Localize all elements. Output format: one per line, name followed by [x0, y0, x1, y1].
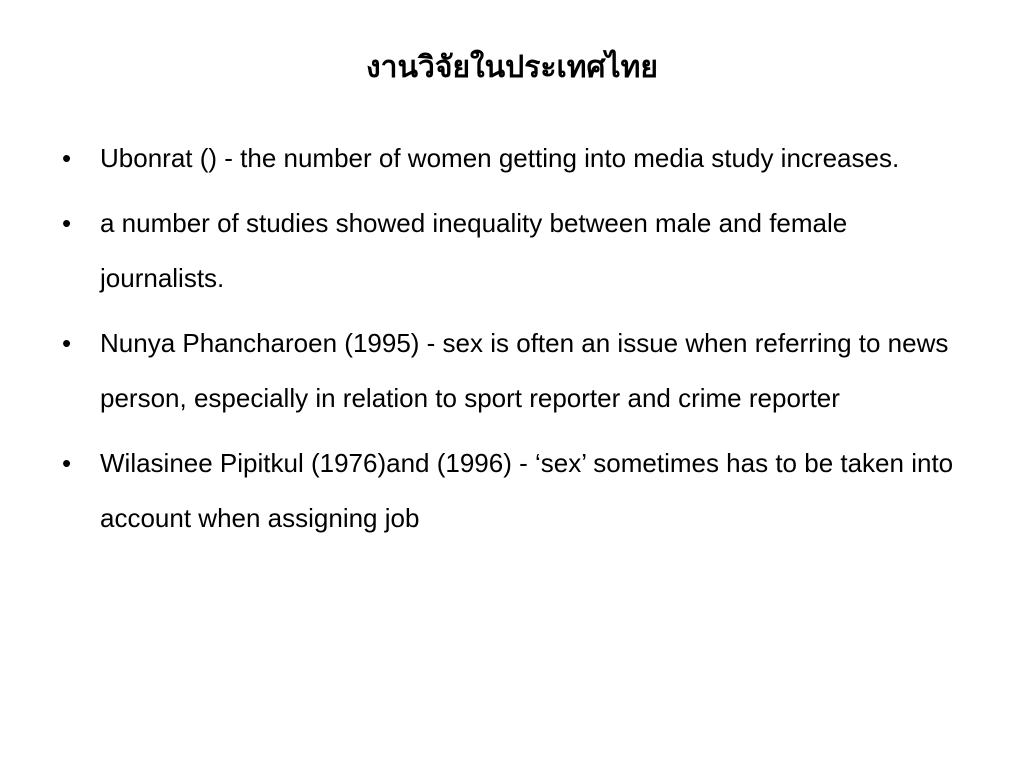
bullet-text: Wilasinee Pipitkul (1976)and (1996) - ‘sex’ sometimes has to be taken into account when assigning job [100, 448, 954, 533]
bullet-marker-icon: • [62, 448, 72, 478]
bullet-text: Nunya Phancharoen (1995) - sex is often an issue when referring to news person, especially in relation to sport reporter and crime reporter [100, 328, 949, 413]
bullet-text: Ubonrat () - the number of women getting into media study increases. [100, 143, 900, 173]
bullet-item [0, 131, 1024, 186]
bullet-item [0, 316, 1024, 426]
bullet-list [0, 131, 1024, 556]
bullet-text: a number of studies showed inequality between male and female journalists. [100, 208, 848, 293]
bullet-marker-icon: • [62, 328, 72, 358]
bullet-marker-icon: • [62, 208, 72, 238]
bullet-item [0, 436, 1024, 546]
slide-title: งานวิจัยในประเทศไทย [366, 50, 658, 85]
bullet-marker-icon: • [62, 143, 72, 173]
bullet-item [0, 196, 1024, 306]
